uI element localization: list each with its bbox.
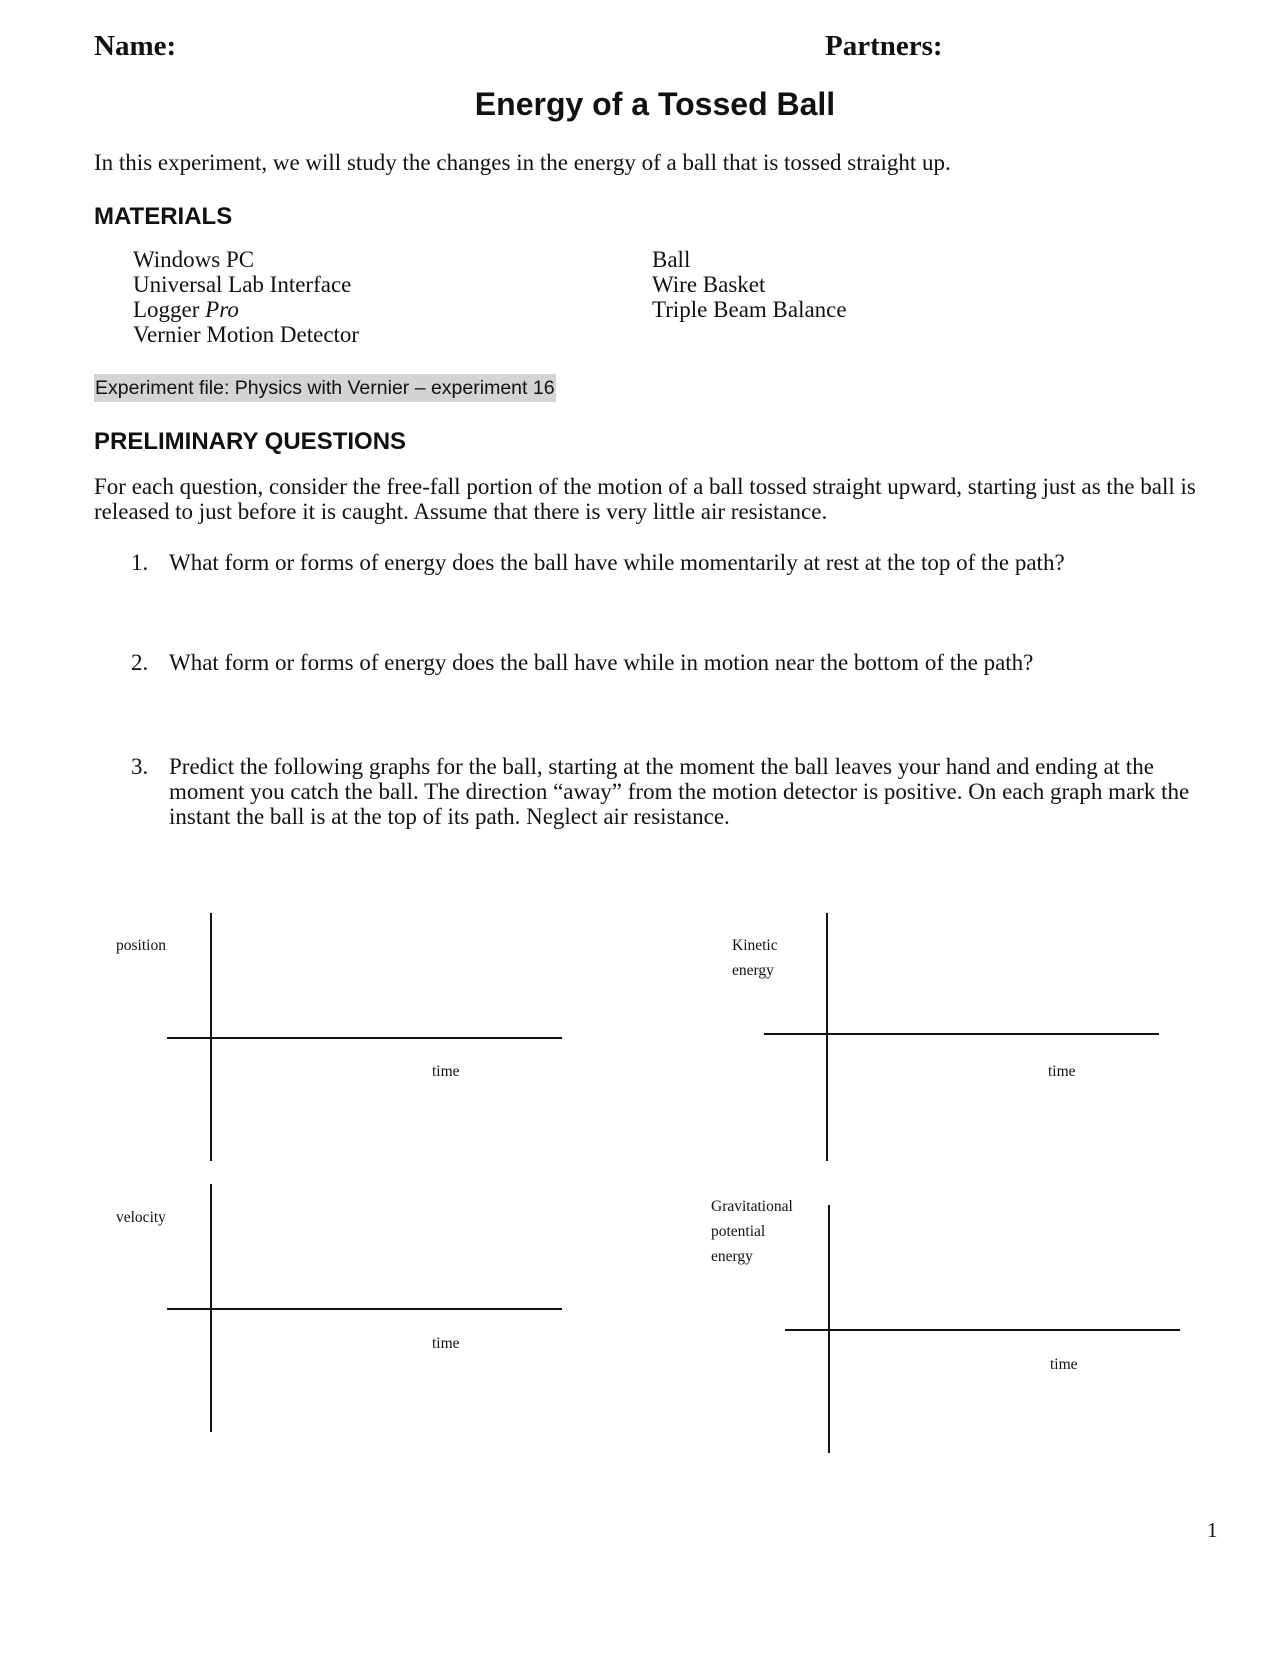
page-number: 1 <box>1207 1518 1218 1542</box>
question-number: 3. <box>131 754 149 779</box>
x-axis <box>167 1037 562 1039</box>
materials-list-left <box>133 247 359 347</box>
y-axis-label-line2: energy <box>732 962 774 979</box>
intro-text: In this experiment, we will study the changes in the energy of a ball that is tossed straight up. <box>94 150 951 175</box>
page-title: Energy of a Tossed Ball <box>474 86 836 122</box>
y-axis-label-line2: potential <box>711 1223 766 1240</box>
x-axis-label: time <box>432 1335 460 1352</box>
material-item-text: Logger <box>133 297 206 322</box>
experiment-file-label: Experiment file: Physics with Vernier – experiment 16 <box>94 374 556 402</box>
material-item <box>133 297 359 322</box>
question-number: 2. <box>131 650 149 675</box>
y-axis <box>826 913 828 1161</box>
y-axis-label-line3: energy <box>711 1248 753 1265</box>
material-item: Windows PC <box>133 247 255 272</box>
question-text: Predict the following graphs for the ball, starting at the moment the ball leaves your hand and ending at the moment you catch the ball. The direction “away” from the motion detector is positive. On each graph mark the instant the ball is at the top of its path. Neglect air resistance. <box>169 754 1190 829</box>
x-axis <box>167 1308 562 1310</box>
x-axis-label: time <box>1050 1356 1078 1373</box>
material-item: Vernier Motion Detector <box>133 322 360 347</box>
materials-heading: MATERIALS <box>94 203 233 230</box>
y-axis-label: position <box>116 937 166 954</box>
x-axis-label: time <box>1048 1063 1076 1080</box>
material-item-italic: Pro <box>205 297 239 322</box>
preliminary-heading: PRELIMINARY QUESTIONS <box>94 428 407 455</box>
y-axis-label-line1: Kinetic <box>732 937 778 954</box>
question-text: What form or forms of energy does the ball have while momentarily at rest at the top of the path? <box>169 550 1065 575</box>
preliminary-paragraph: For each question, consider the free-fall portion of the motion of a ball tossed straight upward, starting just as the ball is released to just before it is caught. Assume that there is very little air resistance. <box>94 474 1196 524</box>
x-axis-label: time <box>432 1063 460 1080</box>
material-item: Ball <box>652 247 691 272</box>
material-item: Wire Basket <box>652 272 766 297</box>
material-item: Universal Lab Interface <box>133 272 352 297</box>
y-axis-label-line1: Gravitational <box>711 1198 793 1215</box>
partners-label: Partners: <box>825 30 943 62</box>
question-number: 1. <box>131 550 149 575</box>
name-label: Name: <box>94 30 177 62</box>
x-axis <box>764 1033 1159 1035</box>
x-axis <box>785 1329 1180 1331</box>
materials-list-right <box>652 247 847 322</box>
material-item: Triple Beam Balance <box>652 297 847 322</box>
question-text: What form or forms of energy does the ball have while in motion near the bottom of the path? <box>169 650 1034 675</box>
y-axis-label: velocity <box>116 1209 166 1226</box>
